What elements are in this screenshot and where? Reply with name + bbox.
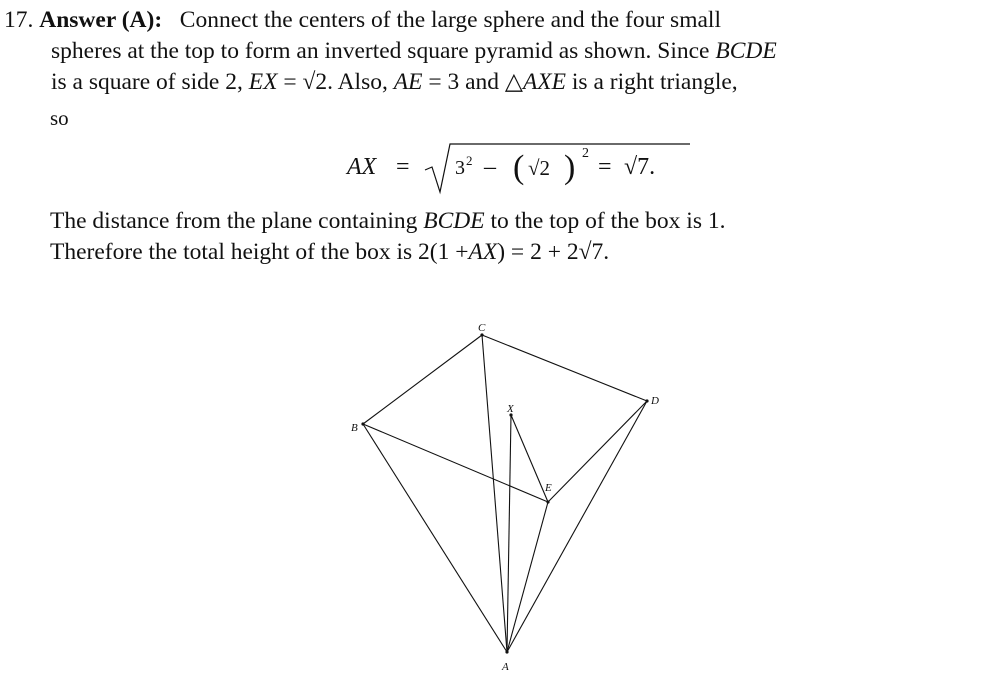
eq-result: √7. xyxy=(624,154,656,180)
eq-base: 3 xyxy=(455,157,465,179)
para2-b: to the top of the box is 1. xyxy=(490,208,726,234)
var-bcde: BCDE xyxy=(715,38,777,64)
edge-ba xyxy=(363,424,507,652)
edge-cb xyxy=(363,335,482,424)
para1-continuation xyxy=(4,36,972,98)
var-axe: AXE xyxy=(522,69,567,95)
answer-label: Answer (A): xyxy=(39,7,163,33)
label-x: X xyxy=(507,403,514,415)
eq-lhs: AX xyxy=(347,154,377,180)
para1-line3b: = √2. Also, xyxy=(283,69,388,95)
var-ex: EX xyxy=(248,69,278,95)
edge-ca xyxy=(482,335,507,652)
para2-c: Therefore the total height of the box is 2(1 + xyxy=(50,239,469,265)
paragraph-2 xyxy=(50,206,970,268)
eq-minus: – xyxy=(484,154,496,180)
eq-rparen: ) xyxy=(564,149,576,186)
problem-number: 17. xyxy=(4,7,34,33)
para2-a: The distance from the plane containing xyxy=(50,208,418,234)
label-b: B xyxy=(351,422,358,434)
para2-d: ) = 2 + 2√7. xyxy=(497,239,610,265)
label-c: C xyxy=(478,322,486,334)
eq-equals-1: = xyxy=(396,154,410,180)
eq-exp: 2 xyxy=(466,153,473,168)
so-text: so xyxy=(50,106,69,130)
eq-equals-2: = xyxy=(598,154,612,180)
para2-ax: AX xyxy=(468,239,498,265)
eq-outer-exp: 2 xyxy=(582,146,589,161)
edge-de xyxy=(548,401,647,502)
edge-cd xyxy=(482,335,647,401)
paragraph-1 xyxy=(4,5,972,98)
eq-lparen: ( xyxy=(513,149,525,186)
label-a: A xyxy=(502,661,509,673)
segment-xa xyxy=(507,415,511,652)
equation xyxy=(0,140,987,200)
point-b xyxy=(361,422,364,425)
point-d xyxy=(645,399,648,402)
para1-line1: Connect the centers of the large sphere and the four small xyxy=(179,7,721,33)
para1-line3a: is a square of side 2, xyxy=(51,69,243,95)
para1-line2: spheres at the top to form an inverted square pyramid as shown. Since xyxy=(51,38,710,64)
edge-ea xyxy=(507,502,548,652)
var-ae: AE xyxy=(393,69,423,95)
point-a xyxy=(505,650,508,653)
eq-inner: √2 xyxy=(528,156,551,180)
label-e: E xyxy=(545,482,552,494)
para2-bcde: BCDE xyxy=(423,208,485,234)
label-d: D xyxy=(651,395,659,407)
para1-line3c: = 3 and △ xyxy=(428,69,523,95)
point-e xyxy=(546,500,549,503)
para1-line3d: is a right triangle, xyxy=(571,69,738,95)
edge-da xyxy=(507,401,647,652)
pyramid-figure xyxy=(330,318,670,678)
